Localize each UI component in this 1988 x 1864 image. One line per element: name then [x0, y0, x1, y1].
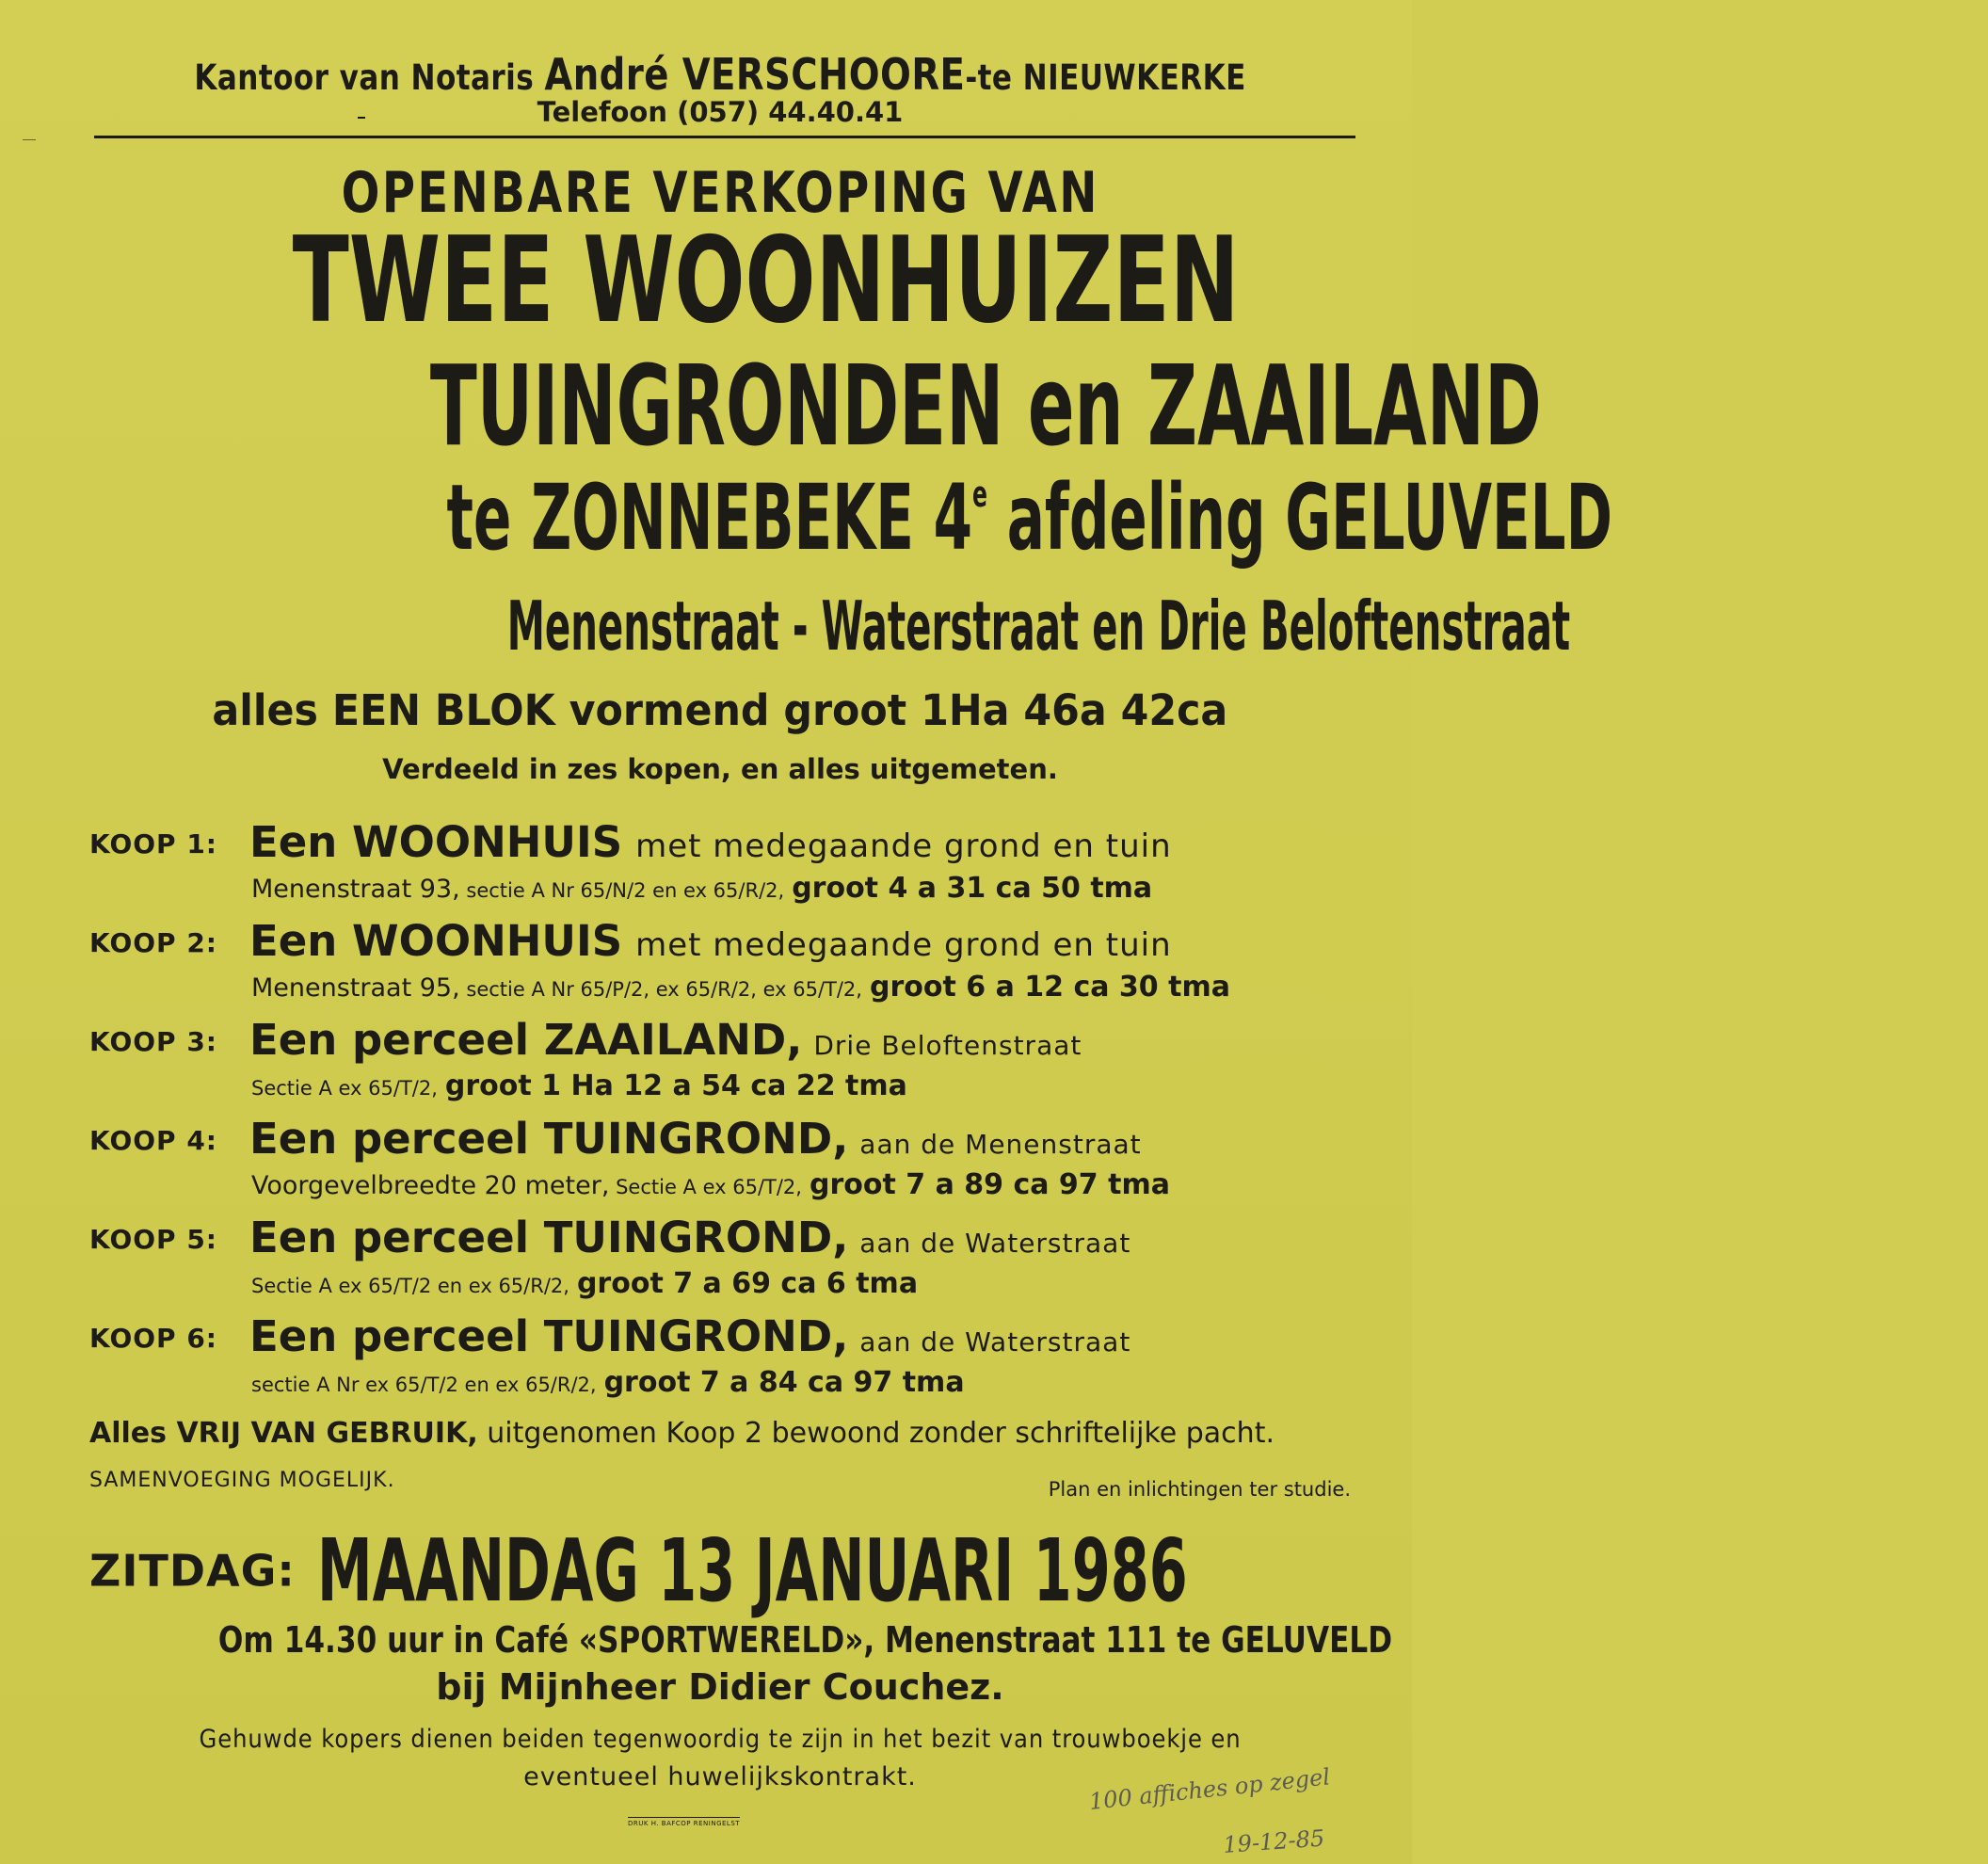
lot-rest: Drie Beloftenstraat [813, 1030, 1082, 1061]
lot-size: groot 6 a 12 ca 30 tma [869, 971, 1230, 1004]
sale-host: bij Mijnheer Didier Couchez. [436, 1666, 1004, 1708]
footer-married: Gehuwde kopers dienen beiden tegenwoordig te zijn in het bezit van trouwboekje en [199, 1725, 1242, 1754]
header-divider [94, 136, 1355, 138]
notary-name: André VERSCHOORE [544, 49, 966, 100]
sale-date-line [89, 1520, 1351, 1621]
lot-label: KOOP 5: [89, 1224, 217, 1255]
phone-number: Telefoon (057) 44.40.41 [537, 96, 904, 128]
lot-label: KOOP 6: [89, 1323, 217, 1354]
lot-rest: met medegaande grond en tuin [635, 926, 1172, 964]
title-verdeeld: Verdeeld in zes kopen, en alles uitgemeten. [382, 753, 1058, 785]
footer-contract: eventueel huwelijkskontrakt. [523, 1762, 917, 1792]
title-open: OPENBARE VERKOPING VAN [341, 160, 1099, 226]
usage-note-b: VRIJ VAN GEBRUIK, [176, 1417, 478, 1450]
handwritten-note [1082, 1763, 1384, 1864]
title-tuin: TUINGRONDEN en ZAAILAND [429, 341, 1542, 471]
title-zonne: te ZONNEBEKE 4 [446, 465, 973, 570]
usage-note [89, 1417, 1351, 1450]
printer-imprint: DRUK H. BAFCOP RENINGELST [628, 1817, 740, 1827]
sale-location-line [89, 1619, 1393, 1661]
lot-label: KOOP 2: [89, 927, 217, 958]
title-streets: Menenstraat - Waterstraat en Drie Beloftenstraat [506, 587, 1571, 666]
lot-rest: met medegaande grond en tuin [635, 828, 1172, 865]
sale-time-place: Om 14.30 uur in Café «SPORTWERELD», Menenstraat 111 te GELUVELD [217, 1619, 1393, 1661]
lot-size: groot 1 Ha 12 a 54 ca 22 tma [444, 1069, 907, 1102]
phone-line [89, 96, 1351, 128]
sale-date: MAANDAG 13 JANUARI 1986 [316, 1520, 1188, 1621]
lot-parcel: Sectie A ex 65/T/2 en ex 65/R/2, [251, 1275, 569, 1297]
usage-note-a: Alles [89, 1417, 177, 1450]
lot-location: Menenstraat 93, [251, 875, 460, 904]
title-line-4 [89, 465, 1613, 570]
notary-header [89, 49, 1351, 100]
plan-note-text: Plan en inlichtingen ter studie. [1048, 1478, 1351, 1501]
lot-parcel: sectie A Nr 65/P/2, ex 65/R/2, ex 65/T/2, [459, 978, 862, 1001]
handwritten-note-line-2: 19-12-85 [1222, 1824, 1325, 1858]
title-twee: TWEE WOONHUIZEN [292, 211, 1240, 349]
merge-note-text: SAMENVOEGING MOGELIJK. [89, 1469, 395, 1492]
lot-main: Een perceel TUINGROND, [249, 1114, 849, 1164]
lot-parcel: Sectie A ex 65/T/2, [609, 1176, 802, 1198]
lot-size: groot 7 a 84 ca 97 tma [603, 1366, 965, 1399]
lot-label: KOOP 1: [89, 828, 217, 860]
lot-label: KOOP 4: [89, 1125, 217, 1156]
header-suffix: -te NIEUWKERKE [965, 57, 1246, 98]
lot-rest: aan de Menenstraat [859, 1129, 1142, 1160]
lot-size: groot 4 a 31 ca 50 tma [792, 872, 1153, 905]
lot-parcel: sectie A Nr ex 65/T/2 en ex 65/R/2, [251, 1374, 597, 1396]
footer-line-1 [89, 1725, 1351, 1754]
handwritten-note-line-1: 100 affiches op zegel [1087, 1763, 1332, 1815]
title-line-2 [89, 211, 1351, 349]
lot-label: KOOP 3: [89, 1026, 217, 1057]
lot-size: groot 7 a 89 ca 97 tma [809, 1168, 1170, 1201]
plan-note [89, 1478, 1351, 1501]
header-prefix: Kantoor van Notaris [194, 57, 535, 98]
lot-main: Een WOONHUIS [249, 916, 623, 966]
usage-note-c: uitgenomen Koop 2 bewoond zonder schriftelijke pacht. [477, 1417, 1275, 1450]
title-zonne-sup: e [972, 474, 988, 515]
lot-main: Een WOONHUIS [249, 817, 623, 867]
title-blok: alles EEN BLOK vormend groot 1Ha 46a 42ca [212, 685, 1228, 735]
title-line-6 [89, 685, 1351, 735]
lot-main: Een perceel ZAAILAND, [249, 1015, 803, 1065]
edge-mark [23, 139, 36, 140]
lot-location: Menenstraat 95, [251, 973, 460, 1003]
lot-size: groot 7 a 69 ca 6 tma [576, 1267, 919, 1300]
lot-parcel: sectie A Nr 65/N/2 en ex 65/R/2, [459, 879, 785, 902]
title-geluveld: afdeling GELUVELD [987, 465, 1613, 570]
lot-main: Een perceel TUINGROND, [249, 1213, 849, 1262]
title-line-7 [89, 753, 1351, 785]
lot-rest: aan de Waterstraat [859, 1228, 1131, 1259]
lot-parcel: Sectie A ex 65/T/2, [251, 1077, 438, 1100]
title-line-5 [89, 587, 1571, 666]
sale-host-line [89, 1666, 1351, 1708]
lot-location: Voorgevelbreedte 20 meter, [251, 1171, 610, 1200]
sale-label: ZITDAG: [89, 1545, 296, 1597]
title-line-3 [89, 341, 1542, 471]
lot-main: Een perceel TUINGROND, [249, 1311, 849, 1361]
lot-rest: aan de Waterstraat [859, 1326, 1131, 1358]
